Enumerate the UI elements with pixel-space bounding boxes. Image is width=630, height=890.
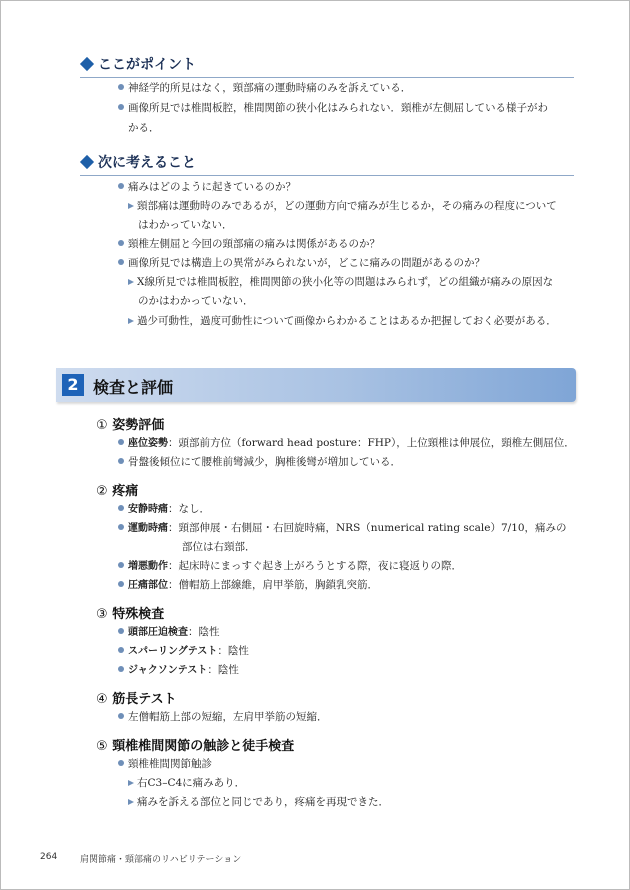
- bullet-icon: [118, 259, 124, 265]
- arrow-icon: [128, 780, 134, 786]
- posture-item-2: 骨盤後傾位にて腰椎前彎減少，胸椎後彎が増加している．: [118, 455, 401, 469]
- bullet-icon: [118, 713, 124, 719]
- point-item-2: 画像所見では椎間板腔，椎間関節の狭小化はみられない．頸椎が左側屈している様子がわ: [118, 101, 548, 115]
- arrow-icon: [128, 318, 134, 324]
- point-heading-text: ここがポイント: [98, 57, 196, 73]
- bullet-icon: [118, 524, 124, 530]
- bullet-icon: [118, 760, 124, 766]
- section-number: 2: [62, 374, 84, 396]
- bullet-icon: [118, 666, 124, 672]
- special-test-3: ジャクソンテスト：陰性: [118, 663, 239, 678]
- page-number: 264: [40, 852, 58, 862]
- answer-3-line-2: のかはわかっていない．: [138, 295, 254, 307]
- diamond-icon: [80, 57, 94, 71]
- arrow-icon: [128, 203, 134, 209]
- next-heading: [80, 152, 574, 176]
- subhead-pain: ② 疼痛: [96, 484, 139, 499]
- point-item-1: 神経学的所見はなく，頸部痛の運動時痛のみを訴えている．: [118, 81, 411, 95]
- bullet-icon: [118, 505, 124, 511]
- answer-3-line-3: 過少可動性，過度可動性について画像からわかることはあるか把握しておく必要がある．: [128, 314, 557, 328]
- diamond-icon: [80, 155, 94, 169]
- bullet-icon: [118, 104, 124, 110]
- subhead-muscle: ④ 筋長テスト: [96, 692, 177, 707]
- next-heading-text: 次に考えること: [98, 155, 196, 171]
- posture-item-1: 座位姿勢：頭部前方位（forward head posture：FHP），上位頸椎は伸展位，頸椎左側屈位．: [118, 436, 575, 451]
- palpation-item-1: 頸椎椎間関節触診: [118, 757, 212, 771]
- point-heading: [80, 54, 574, 78]
- question-2: 頸椎左側屈と今回の頸部痛の痛みは関係があるのか？: [118, 237, 380, 251]
- palpation-sub-1: 右C3–C4に痛みあり．: [128, 776, 245, 790]
- subhead-palpation: ⑤ 頸椎椎間関節の触診と徒手検査: [96, 739, 295, 754]
- pain-motion: 運動時痛：頸部伸展・右側屈・右回旋時痛，NRS（numerical rating scale）7/10，痛みの: [118, 521, 567, 536]
- special-test-2: スパーリングテスト：陰性: [118, 644, 249, 659]
- subhead-special: ③ 特殊検査: [96, 607, 165, 622]
- arrow-icon: [128, 279, 134, 285]
- running-title: 肩関節痛・頸部痛のリハビリテーション: [80, 855, 242, 865]
- pain-rest: 安静時痛：なし．: [118, 502, 210, 517]
- bullet-icon: [118, 562, 124, 568]
- question-1: 痛みはどのように起きているのか？: [118, 180, 296, 194]
- bullet-icon: [118, 628, 124, 634]
- answer-3-line-1: X線所見では椎間板腔，椎間関節の狭小化等の問題はみられず，どの組織が痛みの原因な: [128, 275, 553, 289]
- special-test-1: 頭部圧迫検査：陰性: [118, 625, 220, 640]
- bullet-icon: [118, 84, 124, 90]
- answer-1-line-2: はわかっていない．: [138, 219, 233, 231]
- point-item-2-cont: かる．: [128, 122, 160, 134]
- subhead-posture: ① 姿勢評価: [96, 418, 165, 433]
- bullet-icon: [118, 458, 124, 464]
- answer-1-line-1: 頸部痛は運動時のみであるが，どの運動方向で痛みが生じるか，その痛みの程度について: [128, 199, 557, 213]
- bullet-icon: [118, 240, 124, 246]
- question-3: 画像所見では構造上の異常がみられないが，どこに痛みの問題があるのか？: [118, 256, 485, 270]
- bullet-icon: [118, 581, 124, 587]
- bullet-icon: [118, 439, 124, 445]
- muscle-item-1: 左僧帽筋上部の短縮，左肩甲挙筋の短縮．: [118, 710, 328, 724]
- pain-worse: 増悪動作：起床時にまっすぐ起き上がろうとする際，夜に寝返りの際．: [118, 559, 462, 574]
- pain-tender: 圧痛部位：僧帽筋上部線維，肩甲挙筋，胸鎖乳突筋．: [118, 578, 378, 593]
- palpation-sub-2: 痛みを訴える部位と同じであり，疼痛を再現できた．: [128, 795, 389, 809]
- bullet-icon: [118, 183, 124, 189]
- bullet-icon: [118, 647, 124, 653]
- arrow-icon: [128, 799, 134, 805]
- pain-motion-cont: 部位は右頸部．: [182, 541, 256, 553]
- section-title: 検査と評価: [93, 378, 174, 397]
- section-banner: [56, 368, 576, 402]
